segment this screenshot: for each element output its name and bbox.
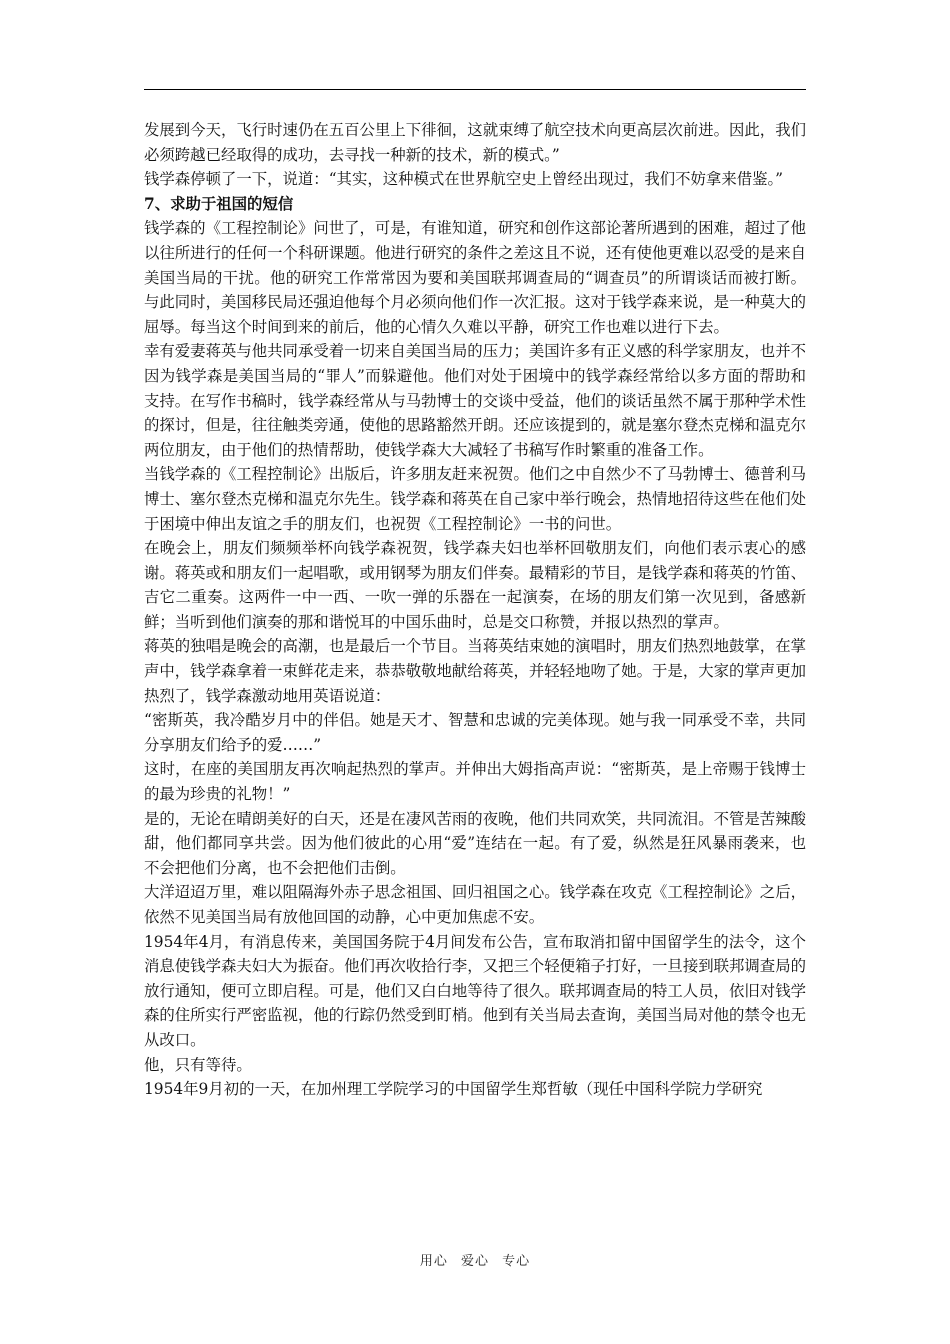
paragraph: 幸有爱妻蒋英与他共同承受着一切来自美国当局的压力；美国许多有正义感的科学家朋友，也并不因为钱学森是美国当局的“罪人”而躲避他。他们对处于困境中的钱学森经常给以多方面的帮助和支持。在写作书稿时，钱学森经常从与马勃博士的交谈中受益，他们的谈话虽然不属于那种学术性的探讨，但是，往往触类旁通，使他的思路豁然开朗。还应该提到的，就是塞尔登杰克梯和温克尔两位朋友，由于他们的热情帮助，使钱学森大大减轻了书稿写作时繁重的准备工作。 [144,342,806,459]
page-footer: 用心 爱心 专心 [419,1254,531,1269]
paragraph: 这时，在座的美国朋友再次响起热烈的掌声。并伸出大姆指高声说：“密斯英，是上帝赐于钱博士的最为珍贵的礼物！” [144,760,806,804]
paragraph: 1954年4月，有消息传来，美国国务院于4月间发布公告，宣布取消扣留中国留学生的法令，这个消息使钱学森夫妇大为振奋。他们再次收拾行李，又把三个轻便箱子打好，一旦接到联邦调查局的放行通知，便可立即启程。可是，他们又白白地等待了很久。联邦调查局的特工人员，依旧对钱学森的住所实行严密监视，他的行踪仍然受到盯梢。他到有关当局去查询，美国当局对他的禁令也无从改口。 [144,932,806,1049]
paragraph: 当钱学森的《工程控制论》出版后，许多朋友赶来祝贺。他们之中自然少不了马勃博士、德普利马博士、塞尔登杰克梯和温克尔先生。钱学森和蒋英在自己家中举行晚会，热情地招待这些在他们处于困境中伸出友谊之手的朋友们，也祝贺《工程控制论》一书的问世。 [144,465,806,533]
paragraph: 是的，无论在晴朗美好的白天，还是在凄风苦雨的夜晚，他们共同欢笑，共同流泪。不管是苦辣酸甜，他们都同享共尝。因为他们彼此的心用“爱”连结在一起。有了爱，纵然是狂风暴雨袭来，也不会把他们分离，也不会把他们击倒。 [144,809,806,877]
paragraph: 发展到今天，飞行时速仍在五百公里上下徘徊，这就束缚了航空技术向更高层次前进。因此，我们必须跨越已经取得的成功，去寻找一种新的技术，新的模式。” [144,121,806,164]
paragraph: 钱学森的《工程控制论》问世了，可是，有谁知道，研究和创作这部论著所遇到的困难，超过了他以往所进行的任何一个科研课题。他进行研究的条件之差这且不说，还有使他更难以忍受的是来自美国当局的干扰。他的研究工作常常因为要和美国联邦调查局的“调查员”的所谓谈话而被打断。与此同时，美国移民局还强迫他每个月必须向他们作一次汇报。这对于钱学森来说，是一种莫大的屈辱。每当这个时间到来的前后，他的心情久久难以平静，研究工作也难以进行下去。 [144,219,806,336]
section-heading: 7、求助于祖国的短信 [144,194,294,213]
paragraph: 1954年9月初的一天，在加州理工学院学习的中国留学生郑哲敏（现任中国科学院力学研究 [144,1080,763,1099]
paragraph: 他，只有等待。 [144,1055,252,1074]
paragraph: 钱学森停顿了一下，说道：“其实，这种模式在世界航空史上曾经出现过，我们不妨拿来借鉴。” [144,170,784,189]
header-rule [144,89,806,90]
page-body [144,118,806,1102]
paragraph: 大洋迢迢万里，难以阻隔海外赤子思念祖国、回归祖国之心。钱学森在攻克《工程控制论》之后，依然不见美国当局有放他回国的动静，心中更加焦虑不安。 [144,883,806,926]
paragraph: 蒋英的独唱是晚会的高潮，也是最后一个节目。当蒋英结束她的演唱时，朋友们热烈地鼓掌，在掌声中，钱学森拿着一束鲜花走来，恭恭敬敬地献给蒋英，并轻轻地吻了她。于是，大家的掌声更加热烈了，钱学森激动地用英语说道： [144,637,806,705]
quote-paragraph: “密斯英，我冷酷岁月中的伴侣。她是天才、智慧和忠诚的完美体现。她与我一同承受不幸，共同分享朋友们给予的爱……” [144,711,806,754]
paragraph: 在晚会上，朋友们频频举杯向钱学森祝贺，钱学森夫妇也举杯回敬朋友们，向他们表示衷心的感谢。蒋英或和朋友们一起唱歌，或用钢琴为朋友们伴奏。最精彩的节目，是钱学森和蒋英的竹笛、吉它二重奏。这两件一中一西、一吹一弹的乐器在一起演奏，在场的朋友们第一次见到，备感新鲜；当听到他们演奏的那和谐悦耳的中国乐曲时，总是交口称赞，并报以热烈的掌声。 [144,539,806,631]
